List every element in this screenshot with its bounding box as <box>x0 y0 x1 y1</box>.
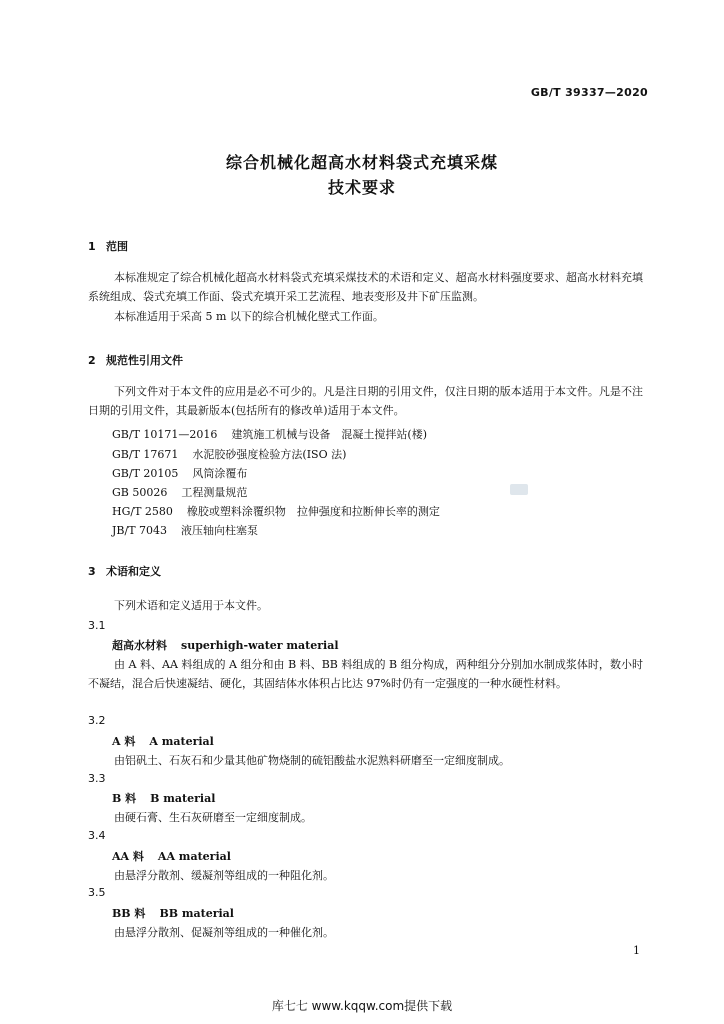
term-number: 3.1 <box>88 619 106 632</box>
reference-item: GB/T 17671 水泥胶砂强度检验方法(ISO 法) <box>112 448 347 461</box>
term-heading: A 料 A material <box>112 735 214 748</box>
watermark-stamp <box>510 484 528 495</box>
page-number: 1 <box>633 944 640 957</box>
section-1-heading <box>88 238 128 254</box>
section-number: 1 <box>88 240 96 253</box>
reference-item: JB/T 7043 液压轴向柱塞泵 <box>112 524 259 537</box>
reference-item: GB/T 10171—2016 建筑施工机械与设备 混凝土搅拌站(楼) <box>112 428 427 441</box>
term-heading: B 料 B material <box>112 792 216 805</box>
document-title-line1: 综合机械化超高水材料袋式充填采煤 <box>225 153 498 172</box>
term-definition: 由悬浮分散剂、促凝剂等组成的一种催化剂。 <box>114 926 334 939</box>
term-definition: 由悬浮分散剂、缓凝剂等组成的一种阻化剂。 <box>114 869 334 882</box>
term-number: 3.4 <box>88 829 106 842</box>
section-title: 范围 <box>106 240 128 253</box>
term-heading: 超高水材料 superhigh-water material <box>112 639 339 652</box>
term-number: 3.5 <box>88 886 106 899</box>
term-definition: 由铝矾土、石灰石和少量其他矿物烧制的硫铝酸盐水泥熟料研磨至一定细度制成。 <box>114 754 510 767</box>
section-3-intro: 下列术语和定义适用于本文件。 <box>114 599 268 612</box>
download-footer: 库七七 www.kqqw.com提供下载 <box>271 999 453 1013</box>
term-definition: 由硬石膏、生石灰研磨至一定细度制成。 <box>114 811 312 824</box>
term-heading: BB 料 BB material <box>112 907 234 920</box>
section-1-paragraph-2: 本标准适用于采高 5 m 以下的综合机械化壁式工作面。 <box>114 310 384 323</box>
section-title: 规范性引用文件 <box>106 354 183 367</box>
section-number: 3 <box>88 565 96 578</box>
section-2-heading <box>88 352 183 368</box>
section-number: 2 <box>88 354 96 367</box>
section-title: 术语和定义 <box>106 565 161 578</box>
term-definition: 由 A 料、AA 料组成的 A 组分和由 B 料、BB 料组成的 B 组分构成，两种组分分别加水制成浆体时，数小时不凝结，混合后快速凝结、硬化，其固结体水体积占比达 97%时仍有一定强度的一种水硬性材料。 <box>88 658 643 690</box>
reference-item: HG/T 2580 橡胶或塑料涂覆织物 拉伸强度和拉断伸长率的测定 <box>112 505 440 518</box>
document-title-line2: 技术要求 <box>327 178 396 197</box>
term-number: 3.2 <box>88 714 106 727</box>
section-1-paragraph-1: 本标准规定了综合机械化超高水材料袋式充填采煤技术的术语和定义、超高水材料强度要求、超高水材料充填系统组成、袋式充填工作面、袋式充填开采工艺流程、地表变形及井下矿压监测。 <box>88 271 643 303</box>
reference-item: GB 50026 工程测量规范 <box>112 486 248 499</box>
standard-code: GB/T 39337—2020 <box>530 86 648 99</box>
reference-item: GB/T 20105 风筒涂覆布 <box>112 467 248 480</box>
term-number: 3.3 <box>88 772 106 785</box>
term-heading: AA 料 AA material <box>112 850 231 863</box>
section-2-paragraph-1: 下列文件对于本文件的应用是必不可少的。凡是注日期的引用文件，仅注日期的版本适用于本文件。凡是不注日期的引用文件，其最新版本(包括所有的修改单)适用于本文件。 <box>88 385 643 417</box>
section-3-heading <box>88 563 161 579</box>
